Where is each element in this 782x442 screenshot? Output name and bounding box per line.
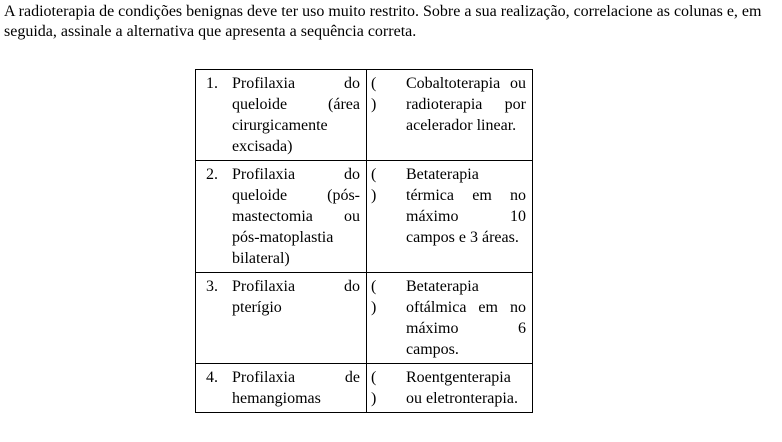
row-option: Betaterapia oftálmica em no máximo 6 campos.: [385, 273, 533, 364]
answer-blank: [367, 364, 386, 413]
close-paren: ): [371, 187, 377, 204]
row-option: Betaterapia térmica em no máximo 10 campos e 3 áreas.: [385, 161, 533, 273]
close-paren: ): [371, 390, 377, 407]
table-row: [196, 364, 533, 413]
row-option: Cobaltoterapia ou radioterapia por acelerador linear.: [385, 70, 533, 161]
close-paren: ): [371, 299, 377, 316]
row-description: Profilaxia do queloide (área cirurgicamente excisada): [226, 70, 367, 161]
table-row: [196, 70, 533, 161]
row-description: Profilaxia do pterígio: [226, 273, 367, 364]
table-row: [196, 161, 533, 273]
close-paren: ): [371, 96, 377, 113]
matching-table: [195, 69, 533, 413]
row-number: 1.: [196, 70, 227, 161]
row-description: Profilaxia de hemangiomas: [226, 364, 367, 413]
answer-blank: [367, 70, 386, 161]
row-number: 4.: [196, 364, 227, 413]
answer-blank: [367, 161, 386, 273]
table-row: [196, 273, 533, 364]
answer-blank: [367, 273, 386, 364]
open-paren: (: [371, 166, 377, 183]
row-number: 3.: [196, 273, 227, 364]
question-text: A radioterapia de condições benignas deve ter uso muito restrito. Sobre a sua realização, correlacione as colunas e, em seguida, assinale a alternativa que apresenta a sequência correta.: [4, 3, 762, 40]
row-option: Roentgenterapia ou eletronterapia.: [385, 364, 533, 413]
open-paren: (: [371, 75, 377, 92]
open-paren: (: [371, 278, 377, 295]
row-number: 2.: [196, 161, 227, 273]
open-paren: (: [371, 369, 377, 386]
row-description: Profilaxia do queloide (pós-mastectomia ou pós-matoplastia bilateral): [226, 161, 367, 273]
